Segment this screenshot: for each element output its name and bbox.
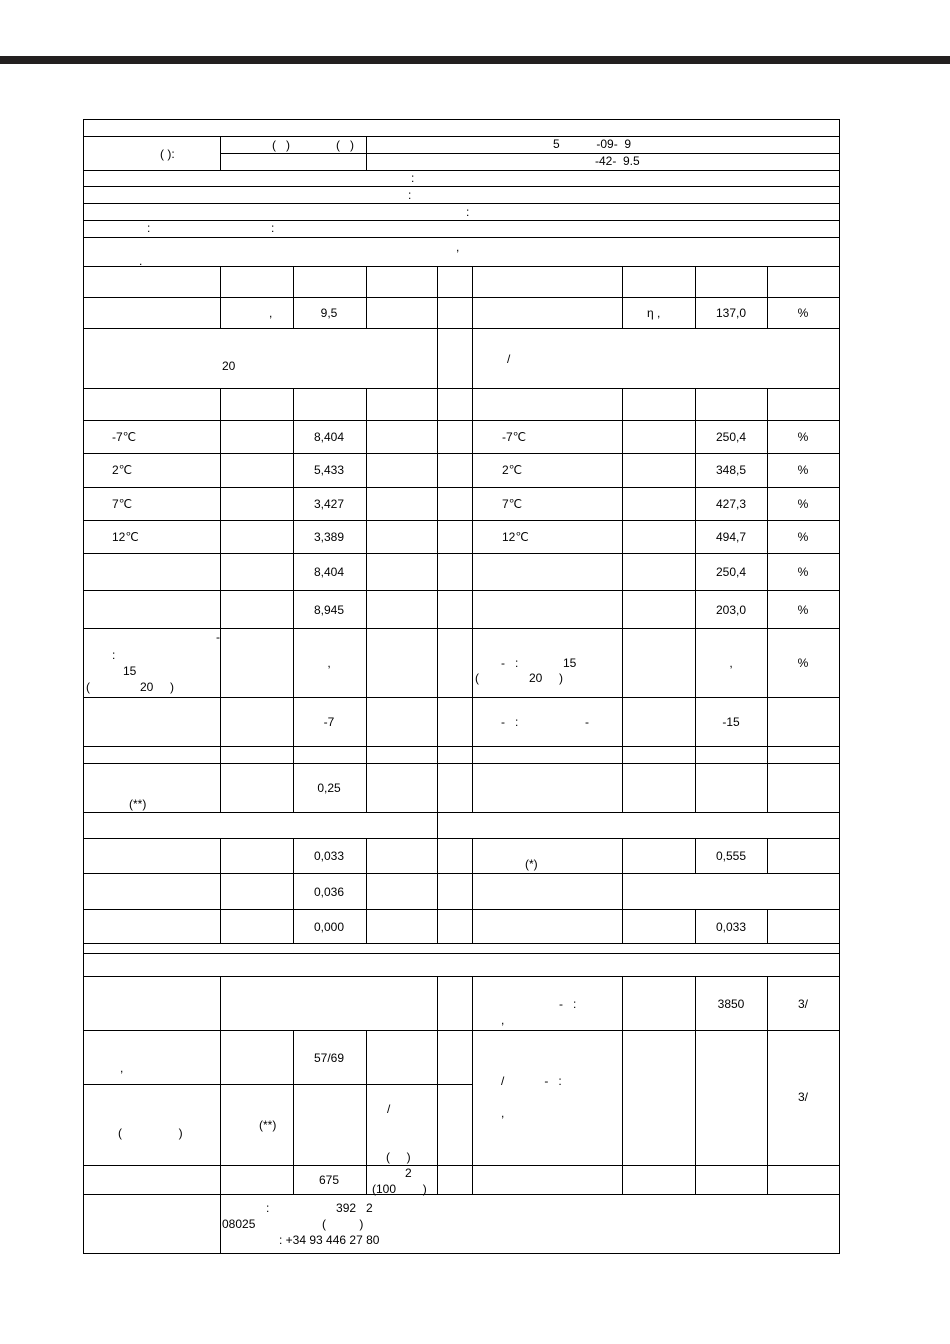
cycle-eff-comma: ,: [729, 656, 733, 670]
power-mode-right-value: 0,033: [715, 920, 747, 934]
model-col-b: ( ): [336, 138, 354, 152]
temp-limit-right-value: -15: [722, 715, 740, 729]
row4-right-colon: :: [271, 221, 275, 235]
temp-label-right: 12℃: [502, 530, 529, 544]
section-a-20: 20: [222, 359, 236, 373]
row-colon-3: :: [466, 205, 470, 219]
temp-limit-left: -7: [323, 715, 335, 729]
temp-unit: %: [797, 530, 809, 544]
degradation-value: 0,25: [317, 781, 341, 795]
temp-efficiency: 427,3: [715, 497, 747, 511]
rated-comma: ,: [269, 306, 273, 320]
temp-unit: %: [797, 430, 809, 444]
slash-mark: /: [387, 1102, 391, 1116]
temp-capacity: 3,427: [313, 497, 345, 511]
cycle-right-paren: ( 20 ): [475, 671, 564, 685]
rated-unit: %: [797, 306, 809, 320]
tol-capacity: 8,945: [313, 603, 345, 617]
temp-unit: %: [797, 497, 809, 511]
flow-comma: ,: [501, 1013, 505, 1027]
mid-comma: ,: [501, 1106, 505, 1120]
temp-label-left: 2℃: [112, 463, 133, 477]
paren-label: ( ): [118, 1126, 183, 1140]
contact-line-2: 08025 ( ): [222, 1217, 364, 1231]
biv-efficiency: 250,4: [715, 565, 747, 579]
power-mode-value: 0,000: [313, 920, 345, 934]
flow-label: - :: [559, 997, 577, 1011]
paren-small: ( ): [386, 1150, 411, 1164]
tol-unit: %: [797, 603, 809, 617]
flow-value: 3850: [717, 997, 745, 1011]
rated-efficiency: 137,0: [715, 306, 747, 320]
model-label: ( ):: [160, 147, 175, 161]
temp-label-right: 2℃: [502, 463, 523, 477]
temp-label-right: 7℃: [502, 497, 523, 511]
mid-unit: 3/: [797, 1090, 809, 1104]
row-colon-2: :: [408, 188, 412, 202]
contact-phone: : +34 93 446 27 80: [279, 1233, 380, 1247]
degradation-note: (**): [129, 797, 147, 811]
cycle-right-15: 15: [563, 656, 577, 670]
biv-capacity: 8,404: [313, 565, 345, 579]
eta-symbol: η ,: [647, 306, 661, 320]
power-mode-right-value: 0,555: [715, 849, 747, 863]
sound-comma: ,: [120, 1061, 124, 1075]
temp-label-left: 7℃: [112, 497, 133, 511]
flow-unit: 3/: [797, 997, 809, 1011]
gwp-2: 2: [405, 1166, 412, 1180]
temp-label-left: 12℃: [112, 530, 139, 544]
row5-dot: .: [139, 254, 143, 268]
row5-comma: ,: [456, 240, 460, 254]
cycle-left-paren: ( 20 ): [86, 680, 175, 694]
temp-efficiency: 250,4: [715, 430, 747, 444]
temp-efficiency: 348,5: [715, 463, 747, 477]
model-number-line1: 5 -09- 9: [553, 137, 632, 151]
top-rule: [0, 56, 950, 64]
temp-capacity: 8,404: [313, 430, 345, 444]
contact-line-1: : 392 2: [266, 1201, 373, 1215]
row-colon-1: :: [411, 171, 415, 185]
rated-capacity: 9,5: [320, 306, 338, 320]
temp-capacity: 5,433: [313, 463, 345, 477]
mid-slash-label: / - :: [501, 1074, 562, 1088]
temp-limit-right-label: - : -: [501, 715, 590, 729]
row4-left-colon: :: [147, 221, 151, 235]
cycle-right-dash: - :: [501, 656, 519, 670]
cycle-left-dash: -: [216, 630, 220, 644]
gwp-paren: (100 ): [372, 1182, 427, 1196]
biv-unit: %: [797, 565, 809, 579]
section-a-slash: /: [507, 352, 511, 366]
model-col-a: ( ): [272, 138, 290, 152]
gwp-value: 675: [318, 1173, 340, 1187]
model-number-line2: -42- 9.5: [595, 154, 640, 168]
temp-unit: %: [797, 463, 809, 477]
cycle-left-15: 15: [123, 664, 137, 678]
cycle-unit: %: [797, 656, 809, 670]
tol-efficiency: 203,0: [715, 603, 747, 617]
sound-value: 57/69: [313, 1051, 345, 1065]
temp-label-left: -7℃: [112, 430, 137, 444]
power-mode-value: 0,036: [313, 885, 345, 899]
cycle-left-colon: :: [112, 648, 116, 662]
temp-efficiency: 494,7: [715, 530, 747, 544]
power-mode-value: 0,033: [313, 849, 345, 863]
cycle-comma: ,: [327, 656, 331, 670]
paren-note: (**): [259, 1118, 277, 1132]
power-mode-note: (*): [525, 857, 538, 871]
temp-label-right: -7℃: [502, 430, 527, 444]
temp-capacity: 3,389: [313, 530, 345, 544]
